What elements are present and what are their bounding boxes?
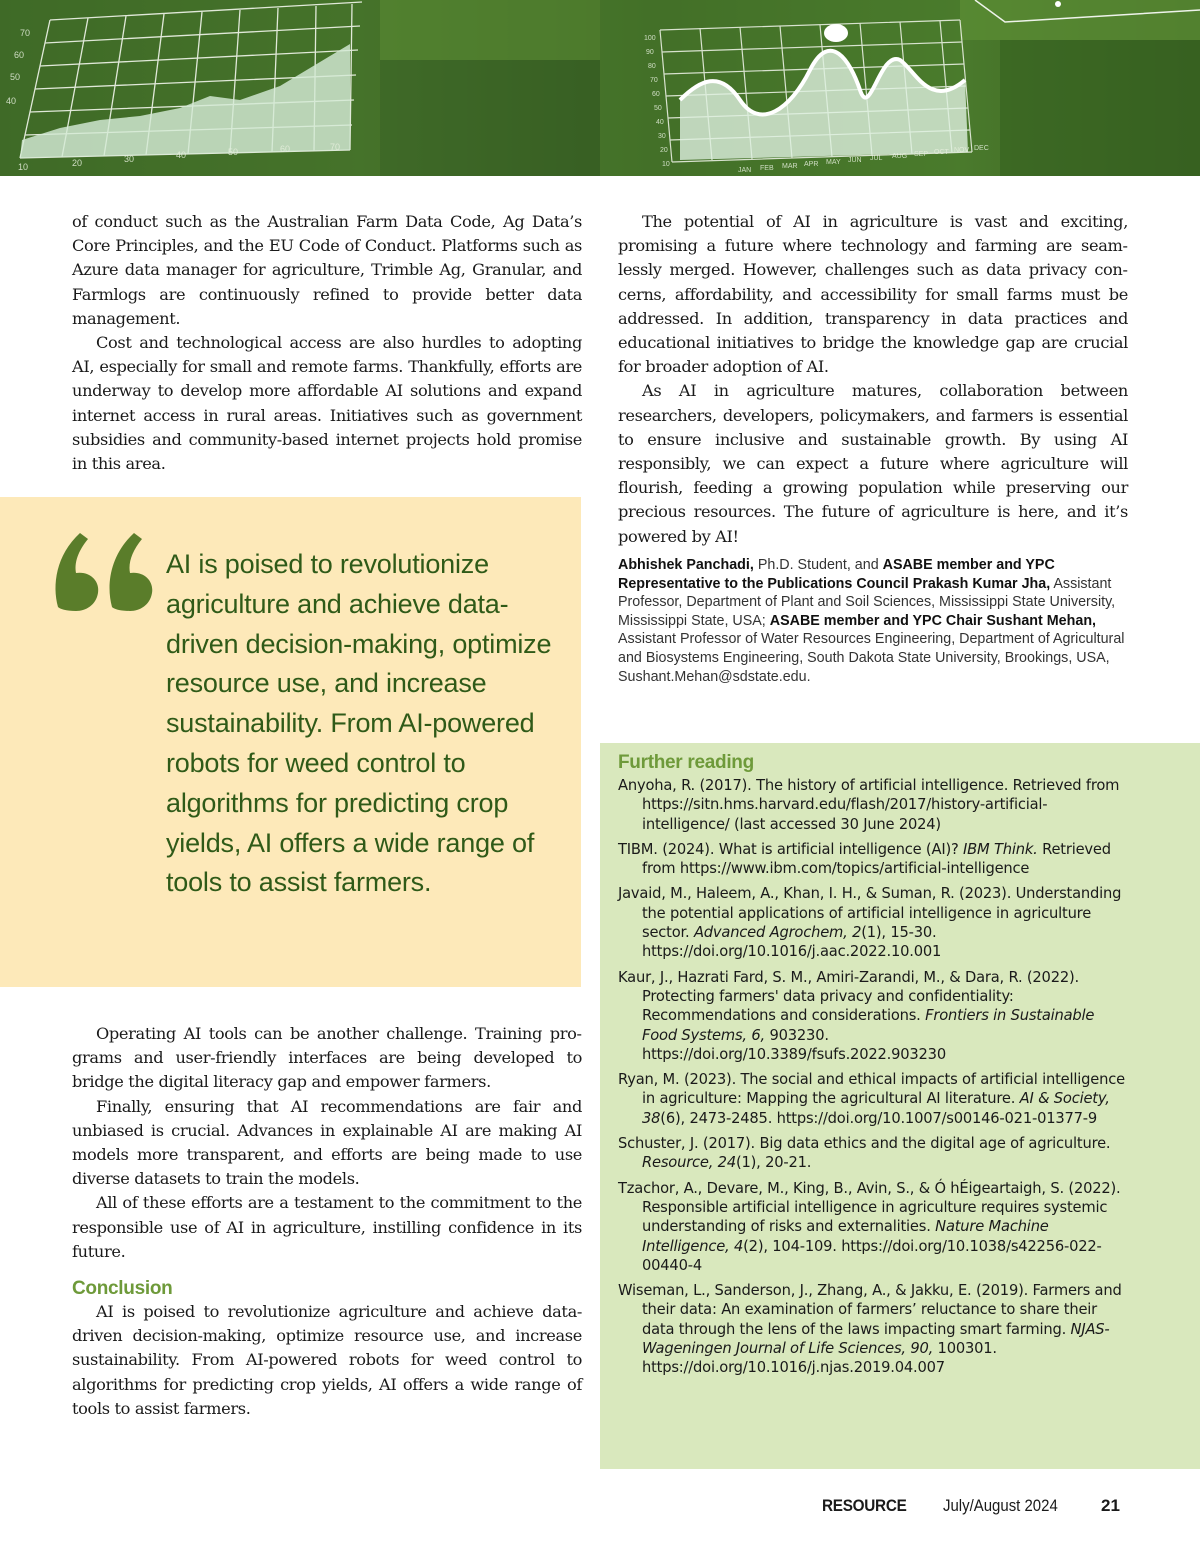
magazine-name: RESOURCE (822, 1496, 907, 1515)
month-4: MAY (826, 159, 841, 166)
right-tick-y-7: 30 (658, 133, 666, 140)
month-0: JAN (738, 167, 752, 174)
month-9: OCT (934, 149, 949, 156)
month-5: JUN (848, 157, 862, 164)
hero-graphic (0, 0, 1200, 176)
reference-item: Javaid, M., Haleem, A., Khan, I. H., & Suman, R. (2023). Understanding the potential applications of artificial intelligence in agriculture sector. Advanced Agrochem, 2(1), 15-30. https://doi.org/10.1016/j.aac.2022.10.001 (618, 885, 1122, 961)
further-reading-heading: Further reading (618, 752, 754, 773)
month-11: DEC (974, 145, 989, 152)
quote-mark-icon (50, 515, 160, 615)
right-tick-y-4: 60 (652, 91, 660, 98)
further-reading-box (600, 743, 1200, 1469)
month-3: APR (804, 161, 819, 168)
author-role-1: Ph.D. Student, and (753, 557, 883, 573)
reference-item: Anyoha, R. (2017). The history of artificial intelligence. Retrieved from https://sitn.hms.harvard.edu/flash/2017/history-artificial-intelligence/ (last accessed 30 June 2024) (618, 777, 1120, 833)
conclusion-heading: Conclusion (72, 1278, 173, 1300)
left-tick-y-3: 40 (6, 96, 17, 106)
month-8: SEP (914, 151, 929, 158)
left-tick-x-3: 40 (176, 150, 187, 160)
reference-list (618, 776, 1130, 1384)
left-tick-y-2: 50 (10, 72, 21, 82)
right-tick-y-5: 50 (654, 105, 662, 112)
right-column (618, 210, 1128, 549)
left-tick-x-5: 60 (280, 144, 291, 154)
page-number: 21 (1101, 1496, 1120, 1515)
page-footer (0, 1496, 1200, 1520)
month-10: NOV (954, 147, 970, 154)
left-tick-x-1: 20 (72, 158, 83, 168)
left-tick-x-6: 70 (330, 142, 341, 152)
author-name-1: Abhishek Panchadi, (618, 557, 754, 573)
conclusion-paragraph: AI is poised to revolutionize agriculture and achieve data-driven decision-making, optimize resource use, and increase sustainability. From AI-powered robots for weed control to algorithms for predicting crop yields, AI offers a wide range of tools to assist farmers. (72, 1302, 582, 1418)
reference-item: TIBM. (2024). What is artificial intelligence (AI)? IBM Think. Retrieved from https://www.ibm.com/topics/artificial-intelligence (618, 840, 1111, 878)
hero-image (0, 0, 1200, 176)
left-tick-x-0: 10 (18, 162, 29, 172)
right-tick-y-8: 20 (660, 147, 668, 154)
paragraph: As AI in agriculture matures, collaboration between researchers, developers, policymakers, and farmers is essential to ensure inclusive and sustainable growth. By using AI responsibly, we can expect a future where agriculture will flourish, feeding a growing population while preserving our precious resources. The future of agriculture is here, and it’s powered by AI! (618, 381, 1128, 546)
paragraph: Operating AI tools can be another challenge. Training programs and user-friendly interfaces are being developed to bridge the digital literacy gap and empower farmers. (72, 1024, 582, 1092)
month-2: MAR (782, 163, 798, 170)
issue-date: July/August 2024 (943, 1496, 1058, 1515)
paragraph: Finally, ensuring that AI recommendations are fair and unbiased is crucial. Advances in explainable AI are making AI models more transparent, and efforts are being made to use diverse datasets to train the models. (72, 1096, 582, 1189)
left-tick-x-2: 30 (124, 154, 135, 164)
right-tick-y-2: 80 (648, 63, 656, 70)
paragraph: of conduct such as the Australian Farm Data Code, Ag Data’s Core Principles, and the EU Code of Conduct. Platforms such as Azure data manager for agriculture, Trimble Ag, Granular, and Farmlogs are continuously refined to provide better data management. (72, 212, 582, 328)
right-tick-y-1: 90 (646, 49, 654, 56)
reference-item: Tzachor, A., Devare, M., King, B., Avin, S., & Ó hÉigeartaigh, S. (2022). Responsible artificial intelligence in agriculture requires systemic understanding of risks and externalities. Nature Machine Intelligence, 4(2), 104-109. https://doi.org/10.1038/s42256-022-00440-4 (618, 1179, 1121, 1274)
month-7: AUG (892, 153, 908, 160)
paragraph: The potential of AI in agriculture is vast and exciting, promising a future where technology and farming are seamlessly merged. However, challenges such as data privacy concerns, affordability, and accessibility for small farms must be addressed. In addition, transparency in data practices and educational initiatives to bridge the knowledge gap are crucial for broader adoption of AI. (618, 212, 1128, 377)
author-role-2: Assistant Professor, Department of Plant and Soil Sciences, Mississippi State University, Mississippi State, USA; (618, 575, 1116, 629)
left-column-bottom (72, 1022, 582, 1421)
month-6: JUL (870, 155, 883, 162)
right-tick-y-0: 100 (644, 35, 656, 42)
reference-item: Wiseman, L., Sanderson, J., Zhang, A., & Jakku, E. (2019). Farmers and their data: An examination of farmers’ reluctance to share their data through the lens of the laws impacting smart farming. NJAS-Wageningen Journal of Life Sciences, 90, 100301. https://doi.org/10.1016/j.njas.2019.04.007 (618, 1282, 1122, 1377)
pull-quote-text: AI is poised to revolutionize agriculture and achieve data-driven decision-making, optimize resource use, and increase sustainability. From AI-powered robots for weed control to algorithms for predicting crop yields, AI offers a wide range of tools to assist farmers. (166, 549, 552, 898)
left-tick-x-4: 50 (228, 147, 239, 157)
reference-item: Ryan, M. (2023). The social and ethical impacts of artificial intelligence in agriculture: Mapping the agricultural AI literature. AI & Society, 38(6), 2473-2485. https://doi.org/10.1007/s00146-021-01377-9 (618, 1071, 1125, 1127)
reference-item: Schuster, J. (2017). Big data ethics and the digital age of agriculture. Resource, 24(1), 20-21. (618, 1135, 1111, 1172)
month-1: FEB (760, 165, 774, 172)
author-role-3: Assistant Professor of Water Resources Engineering, Department of Agricultural and Biosystems Engineering, South Dakota State University, Brookings, USA, Sushant.Mehan@sdstate.edu. (618, 631, 1125, 685)
left-tick-y-1: 60 (14, 50, 25, 60)
author-name-2: ASABE member and YPC Representative to the Publications Council Prakash Kumar Jha, (618, 557, 1055, 592)
right-tick-y-3: 70 (650, 77, 658, 84)
author-name-3: ASABE member and YPC Chair Sushant Mehan, (769, 612, 1097, 629)
right-tick-y-9: 10 (662, 161, 670, 168)
left-column-top (72, 210, 582, 476)
left-tick-y-0: 70 (20, 28, 31, 38)
paragraph: Cost and technological access are also hurdles to adopting AI, especially for small and remote farms. Thankfully, efforts are underway to develop more affordable AI solutions and expand internet access in rural areas. Initiatives such as government subsidies and community-based internet projects hold promise in this area. (72, 333, 582, 474)
author-bio (618, 556, 1138, 686)
reference-item: Kaur, J., Hazrati Fard, S. M., Amiri-Zarandi, M., & Dara, R. (2022). Protecting farmers' data privacy and confidentiality: Recommendations and considerations. Frontiers in Sustainable Food Systems, 6, 903230. https://doi.org/10.3389/fsufs.2022.903230 (618, 968, 1095, 1063)
paragraph: All of these efforts are a testament to the commitment to the responsible use of AI in agriculture, instilling confidence in its future. (72, 1193, 582, 1261)
right-tick-y-6: 40 (656, 119, 664, 126)
